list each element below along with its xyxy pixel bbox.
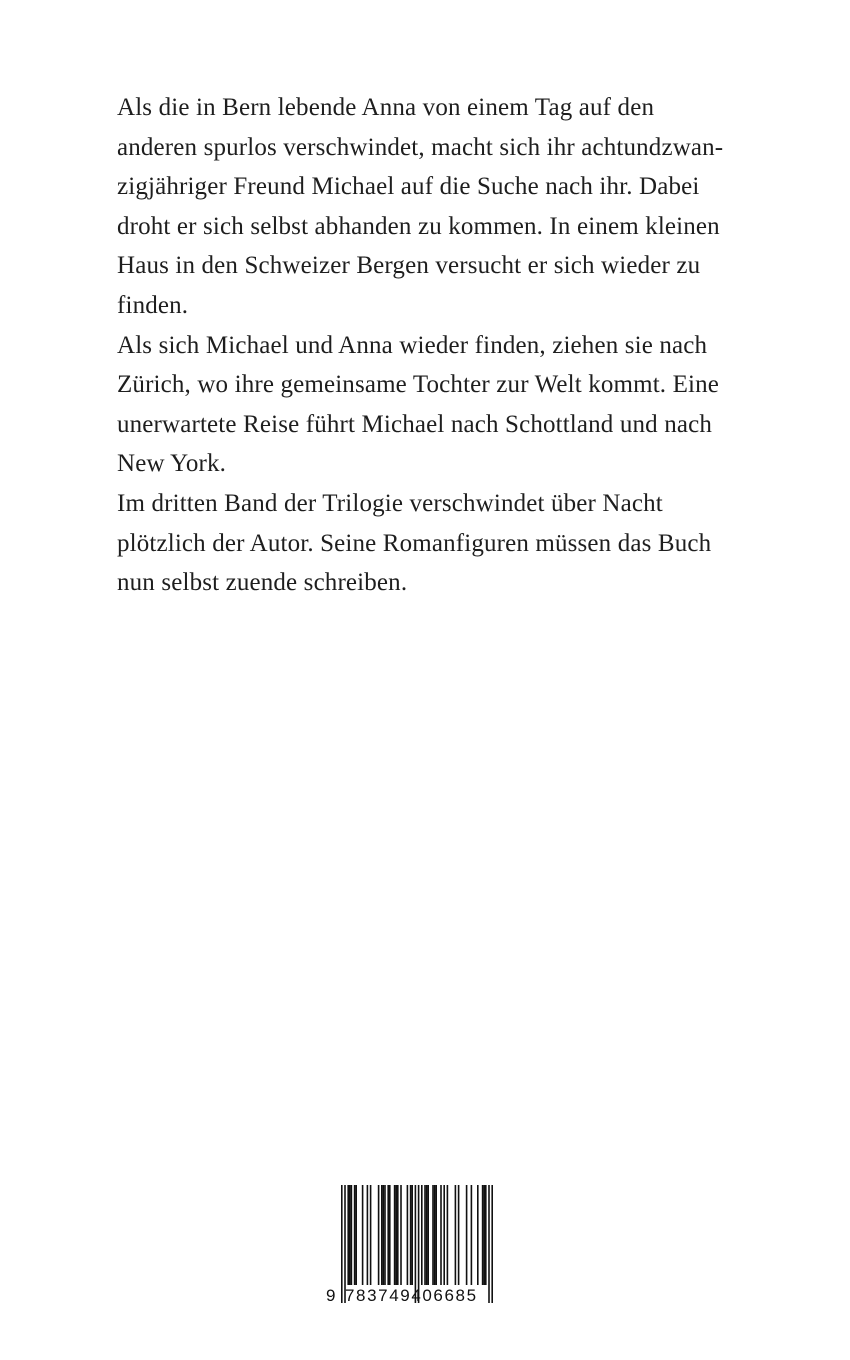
isbn-barcode [326, 1183, 504, 1325]
barcode-bar [435, 1185, 437, 1285]
barcode-bar [381, 1185, 383, 1285]
barcode-bar [407, 1185, 409, 1285]
barcode-bar [447, 1185, 449, 1285]
barcode-bar [367, 1185, 369, 1285]
barcode-bar [397, 1185, 399, 1285]
barcode-bar [485, 1185, 487, 1285]
barcode-bar [421, 1185, 423, 1285]
barcode-bar [411, 1185, 413, 1285]
blurb-line: droht er sich selbst abhanden zu kommen. In einem kleinen [117, 212, 720, 240]
barcode-bar [432, 1185, 434, 1285]
barcode-bar [370, 1185, 372, 1285]
barcode-lead-digit: 9 [326, 1286, 336, 1305]
back-cover-blurb [117, 88, 757, 603]
barcode-bar [471, 1185, 473, 1285]
blurb-line: anderen spurlos verschwindet, macht sich ihr achtundzwan- [117, 133, 724, 161]
barcode-bar [466, 1185, 468, 1285]
barcode-bar [351, 1185, 353, 1285]
barcode-bar [410, 1185, 412, 1285]
blurb-line: Haus in den Schweizer Bergen versucht er sich wieder zu [117, 252, 701, 280]
barcode-bar [426, 1185, 428, 1285]
barcode-bar [347, 1185, 349, 1285]
barcode-bar [427, 1185, 429, 1285]
barcode-bar [394, 1185, 396, 1285]
barcode-bar [387, 1185, 389, 1285]
barcode-bar [349, 1185, 351, 1285]
blurb-line: finden. [117, 291, 189, 319]
barcode-bar [458, 1185, 460, 1285]
barcode-bar [354, 1185, 356, 1285]
barcode-bar [384, 1185, 386, 1285]
barcode-bar [362, 1185, 364, 1285]
barcode-digits: 783749406685 [345, 1286, 478, 1305]
blurb-line: New York. [117, 450, 227, 478]
barcode-bar [355, 1185, 357, 1285]
blurb-line: Im dritten Band der Trilogie verschwindet über Nacht [117, 489, 663, 517]
blurb-line: unerwartete Reise führt Michael nach Schottland und nach [117, 410, 712, 438]
barcode-bar [440, 1185, 442, 1285]
barcode-bar [434, 1185, 436, 1285]
blurb-line: nun selbst zuende schreiben. [117, 569, 408, 597]
barcode-bar [455, 1185, 457, 1285]
barcode-bar [400, 1185, 402, 1285]
blurb-line: Als sich Michael und Anna wieder finden, ziehen sie nach [117, 331, 708, 359]
blurb-line: plötzlich der Autor. Seine Romanfiguren müssen das Buch [117, 529, 712, 557]
barcode-bar [424, 1185, 426, 1285]
barcode-bar [483, 1185, 485, 1285]
barcode-bar [378, 1185, 380, 1285]
barcode-bar [443, 1185, 445, 1285]
blurb-line: zigjähriger Freund Michael auf die Suche nach ihr. Dabei [117, 173, 700, 201]
barcode-bar [477, 1185, 479, 1285]
blurb-line: Zürich, wo ihre gemeinsame Tochter zur Welt kommt. Eine [117, 371, 719, 399]
barcode-bar [383, 1185, 385, 1285]
barcode-bar [482, 1185, 484, 1285]
barcode-guard-bar [341, 1185, 343, 1303]
barcode-bar [395, 1185, 397, 1285]
blurb-line: Als die in Bern lebende Anna von einem Tag auf den [117, 94, 655, 121]
barcode-bar [389, 1185, 391, 1285]
